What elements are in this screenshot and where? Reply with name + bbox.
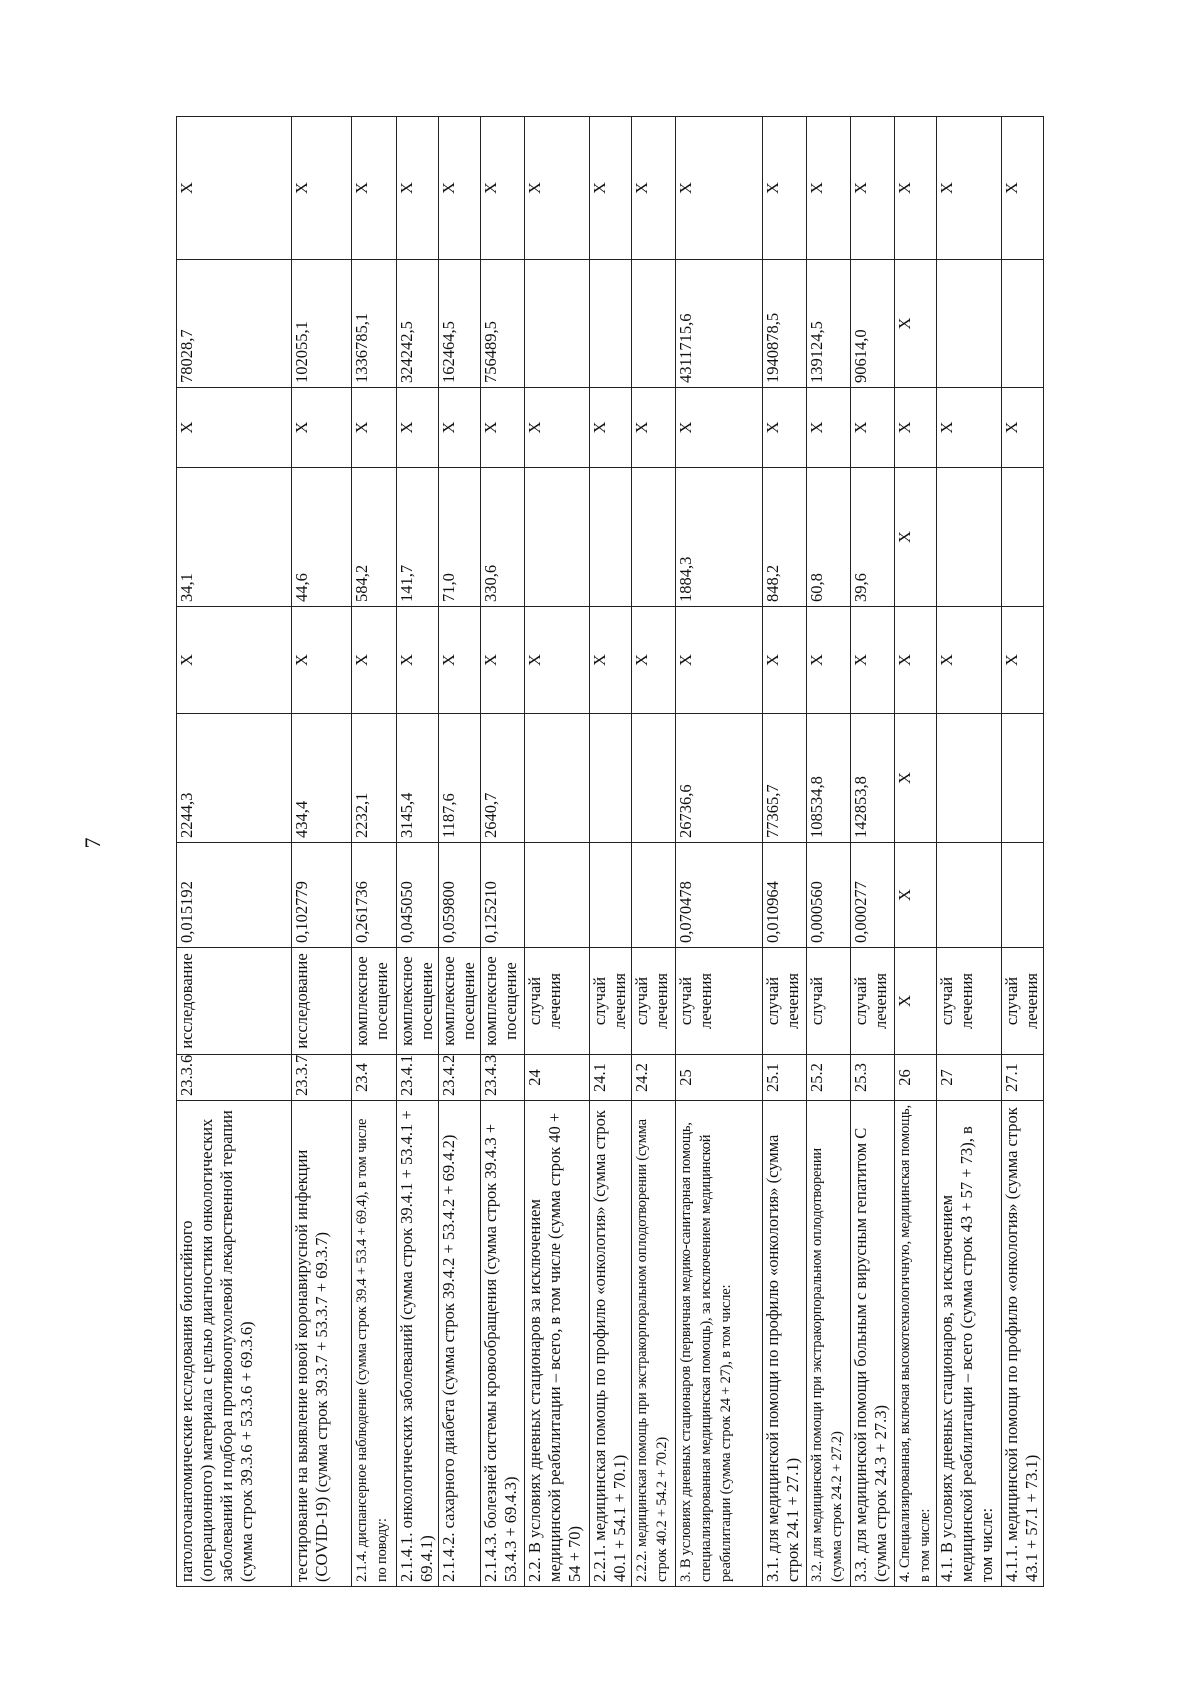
- row-code: 26: [895, 1055, 937, 1101]
- row-c9: 324242,5: [397, 260, 439, 388]
- row-code: 23.3.7: [292, 1055, 352, 1101]
- table-row: [352, 117, 397, 1587]
- row-c8: X: [481, 388, 525, 468]
- table-body: [177, 117, 1044, 1587]
- row-c7: 34,1: [177, 468, 292, 607]
- row-cost: [525, 714, 590, 843]
- row-cost: 108534,8: [807, 714, 851, 843]
- row-c7: [525, 468, 590, 607]
- row-c9: 102055,1: [292, 260, 352, 388]
- row-unit: комплексное посещение: [439, 948, 481, 1055]
- data-table: [176, 116, 1044, 1587]
- row-code: 25.1: [763, 1055, 807, 1101]
- row-name: патологоанатомические исследования биопсийного (операционного) материала с целью диагностики онкологических заболеваний и подбора противоопухолевой лекарственной терапии (сумма строк 39.3.6 + 53.3.6 + 69.3.6): [177, 1101, 292, 1587]
- row-c7: X: [895, 468, 937, 607]
- row-c6: X: [590, 607, 632, 714]
- row-norm: 0,010964: [763, 843, 807, 948]
- row-name: 2.1.4. диспансерное наблюдение (сумма строк 39.4 + 53.4 + 69.4), в том числе по поводу:: [352, 1101, 397, 1587]
- row-norm: [1002, 843, 1044, 948]
- row-c7: 330,6: [481, 468, 525, 607]
- row-c8: X: [807, 388, 851, 468]
- row-c9: [525, 260, 590, 388]
- row-c9: 78028,7: [177, 260, 292, 388]
- table-row: [292, 117, 352, 1587]
- row-norm: 0,261736: [352, 843, 397, 948]
- row-c7: 60,8: [807, 468, 851, 607]
- row-c7: 1884,3: [676, 468, 763, 607]
- row-norm: 0,102779: [292, 843, 352, 948]
- table-row: [481, 117, 525, 1587]
- row-c6: X: [763, 607, 807, 714]
- row-norm: 0,125210: [481, 843, 525, 948]
- row-c8: X: [352, 388, 397, 468]
- row-c7: 584,2: [352, 468, 397, 607]
- row-c8: X: [177, 388, 292, 468]
- row-code: 25: [676, 1055, 763, 1101]
- row-c7: [1002, 468, 1044, 607]
- table-row: [177, 117, 292, 1587]
- row-norm: 0,070478: [676, 843, 763, 948]
- row-c10: X: [397, 117, 439, 260]
- row-c10: X: [1002, 117, 1044, 260]
- row-code: 24.2: [632, 1055, 676, 1101]
- row-c9: 1336785,1: [352, 260, 397, 388]
- row-unit: случай лечения: [590, 948, 632, 1055]
- row-unit: случай лечения: [632, 948, 676, 1055]
- row-cost: 434,4: [292, 714, 352, 843]
- row-name: 2.1.4.3. болезней системы кровообращения (сумма строк 39.4.3 + 53.4.3 + 69.4.3): [481, 1101, 525, 1587]
- row-name: 4.1.1. медицинской помощи по профилю «онкология» (сумма строк 43.1 + 57.1 + 73.1): [1002, 1101, 1044, 1587]
- row-c7: [590, 468, 632, 607]
- row-c8: X: [590, 388, 632, 468]
- row-c6: X: [439, 607, 481, 714]
- row-c6: X: [397, 607, 439, 714]
- row-c8: X: [895, 388, 937, 468]
- row-norm: [525, 843, 590, 948]
- row-norm: 0,000277: [851, 843, 895, 948]
- row-c6: X: [292, 607, 352, 714]
- row-cost: [590, 714, 632, 843]
- row-c10: X: [590, 117, 632, 260]
- table-row: [895, 117, 937, 1587]
- row-code: 27.1: [1002, 1055, 1044, 1101]
- row-c7: 39,6: [851, 468, 895, 607]
- row-norm: [590, 843, 632, 948]
- row-name: 3.1. для медицинской помощи по профилю «онкология» (сумма строк 24.1 + 27.1): [763, 1101, 807, 1587]
- row-c8: X: [397, 388, 439, 468]
- row-unit: исследование: [292, 948, 352, 1055]
- rotated-table-container: [176, 116, 1044, 1587]
- row-name: 2.2.2. медицинская помощь при экстракорпоральном оплодотворении (сумма строк 40.2 + 54.2 + 70.2): [632, 1101, 676, 1587]
- row-c7: [937, 468, 1002, 607]
- table-row: [590, 117, 632, 1587]
- row-code: 23.4.3: [481, 1055, 525, 1101]
- row-code: 23.4.2: [439, 1055, 481, 1101]
- row-norm: [632, 843, 676, 948]
- row-unit: случай лечения: [676, 948, 763, 1055]
- row-c9: [590, 260, 632, 388]
- row-c10: X: [525, 117, 590, 260]
- row-c9: [937, 260, 1002, 388]
- row-unit: комплексное посещение: [352, 948, 397, 1055]
- row-c7: 141,7: [397, 468, 439, 607]
- row-unit: X: [895, 948, 937, 1055]
- row-cost: 1187,6: [439, 714, 481, 843]
- row-c7: [632, 468, 676, 607]
- row-c8: X: [292, 388, 352, 468]
- row-name: 2.2. В условиях дневных стационаров за исключением медицинской реабилитации – всего, в том числе (сумма строк 40 + 54 + 70): [525, 1101, 590, 1587]
- row-c9: 1940878,5: [763, 260, 807, 388]
- row-name: тестирование на выявление новой коронавирусной инфекции (COVID-19) (сумма строк 39.3.7 + 53.3.7 + 69.3.7): [292, 1101, 352, 1587]
- row-c7: 71,0: [439, 468, 481, 607]
- table-row: [439, 117, 481, 1587]
- row-c9: 162464,5: [439, 260, 481, 388]
- row-code: 23.4: [352, 1055, 397, 1101]
- row-name: 4.1. В условиях дневных стационаров, за исключением медицинской реабилитации – всего (сумма строк 43 + 57 + 73), в том числе:: [937, 1101, 1002, 1587]
- row-c9: 90614,0: [851, 260, 895, 388]
- row-cost: [1002, 714, 1044, 843]
- row-c10: X: [481, 117, 525, 260]
- table-row: [632, 117, 676, 1587]
- page-number: 7: [80, 837, 105, 849]
- row-cost: [937, 714, 1002, 843]
- row-c8: X: [937, 388, 1002, 468]
- row-c10: X: [632, 117, 676, 260]
- row-c6: X: [807, 607, 851, 714]
- row-c6: X: [177, 607, 292, 714]
- row-c7: 848,2: [763, 468, 807, 607]
- row-c6: X: [937, 607, 1002, 714]
- row-c10: X: [937, 117, 1002, 260]
- row-unit: случай: [807, 948, 851, 1055]
- row-c10: X: [676, 117, 763, 260]
- table-row: [807, 117, 851, 1587]
- row-code: 23.3.6: [177, 1055, 292, 1101]
- row-name: 2.1.4.1. онкологических заболеваний (сумма строк 39.4.1 + 53.4.1 + 69.4.1): [397, 1101, 439, 1587]
- row-c9: X: [895, 260, 937, 388]
- row-name: 3.2. для медицинской помощи при экстракорпоральном оплодотворении (сумма строк 24.2 + 27.2): [807, 1101, 851, 1587]
- row-code: 24.1: [590, 1055, 632, 1101]
- row-c6: X: [676, 607, 763, 714]
- row-c6: X: [481, 607, 525, 714]
- row-c10: X: [763, 117, 807, 260]
- row-c8: X: [439, 388, 481, 468]
- row-c10: X: [292, 117, 352, 260]
- row-cost: 2244,3: [177, 714, 292, 843]
- table-row: [851, 117, 895, 1587]
- row-cost: 2640,7: [481, 714, 525, 843]
- row-c8: X: [1002, 388, 1044, 468]
- table-row: [763, 117, 807, 1587]
- row-code: 23.4.1: [397, 1055, 439, 1101]
- row-c6: X: [895, 607, 937, 714]
- row-c10: X: [352, 117, 397, 260]
- row-unit: комплексное посещение: [397, 948, 439, 1055]
- row-unit: случай лечения: [851, 948, 895, 1055]
- row-c8: X: [632, 388, 676, 468]
- row-norm: 0,045050: [397, 843, 439, 948]
- row-c8: X: [763, 388, 807, 468]
- row-unit: комплексное посещение: [481, 948, 525, 1055]
- row-c10: X: [177, 117, 292, 260]
- row-c6: X: [851, 607, 895, 714]
- row-norm: X: [895, 843, 937, 948]
- row-code: 27: [937, 1055, 1002, 1101]
- row-c7: 44,6: [292, 468, 352, 607]
- row-cost: [632, 714, 676, 843]
- row-code: 25.3: [851, 1055, 895, 1101]
- row-name: 4. Специализированная, включая высокотехнологичную, медицинская помощь, в том числе:: [895, 1101, 937, 1587]
- row-c9: [1002, 260, 1044, 388]
- row-c6: X: [1002, 607, 1044, 714]
- row-name: 3.3. для медицинской помощи больным с вирусным гепатитом С (сумма строк 24.3 + 27.3): [851, 1101, 895, 1587]
- row-norm: 0,000560: [807, 843, 851, 948]
- row-norm: 0,015192: [177, 843, 292, 948]
- row-c6: X: [352, 607, 397, 714]
- row-cost: 3145,4: [397, 714, 439, 843]
- row-c8: X: [525, 388, 590, 468]
- row-name: 3. В условиях дневных стационаров (первичная медико-санитарная помощь, специализированная медицинская помощь), за исключением медицинской реабилитации (сумма строк 24 + 27), в том числе:: [676, 1101, 763, 1587]
- row-name: 2.1.4.2. сахарного диабета (сумма строк 39.4.2 + 53.4.2 + 69.4.2): [439, 1101, 481, 1587]
- row-unit: случай лечения: [525, 948, 590, 1055]
- row-norm: 0,059800: [439, 843, 481, 948]
- row-c9: 139124,5: [807, 260, 851, 388]
- table-row: [397, 117, 439, 1587]
- row-cost: X: [895, 714, 937, 843]
- row-name: 2.2.1. медицинская помощь по профилю «онкология» (сумма строк 40.1 + 54.1 + 70.1): [590, 1101, 632, 1587]
- row-unit: случай лечения: [763, 948, 807, 1055]
- row-unit: исследование: [177, 948, 292, 1055]
- row-cost: 142853,8: [851, 714, 895, 843]
- row-code: 25.2: [807, 1055, 851, 1101]
- row-cost: 77365,7: [763, 714, 807, 843]
- row-code: 24: [525, 1055, 590, 1101]
- row-c9: [632, 260, 676, 388]
- row-c6: X: [525, 607, 590, 714]
- row-unit: случай лечения: [1002, 948, 1044, 1055]
- row-c10: X: [851, 117, 895, 260]
- row-unit: случай лечения: [937, 948, 1002, 1055]
- row-norm: [937, 843, 1002, 948]
- row-c10: X: [439, 117, 481, 260]
- row-c6: X: [632, 607, 676, 714]
- table-row: [525, 117, 590, 1587]
- row-c8: X: [676, 388, 763, 468]
- row-cost: 2232,1: [352, 714, 397, 843]
- table-row: [676, 117, 763, 1587]
- row-c9: 4311715,6: [676, 260, 763, 388]
- table-row: [937, 117, 1002, 1587]
- row-c9: 756489,5: [481, 260, 525, 388]
- row-c8: X: [851, 388, 895, 468]
- row-c10: X: [895, 117, 937, 260]
- row-cost: 26736,6: [676, 714, 763, 843]
- row-c10: X: [807, 117, 851, 260]
- table-row: [1002, 117, 1044, 1587]
